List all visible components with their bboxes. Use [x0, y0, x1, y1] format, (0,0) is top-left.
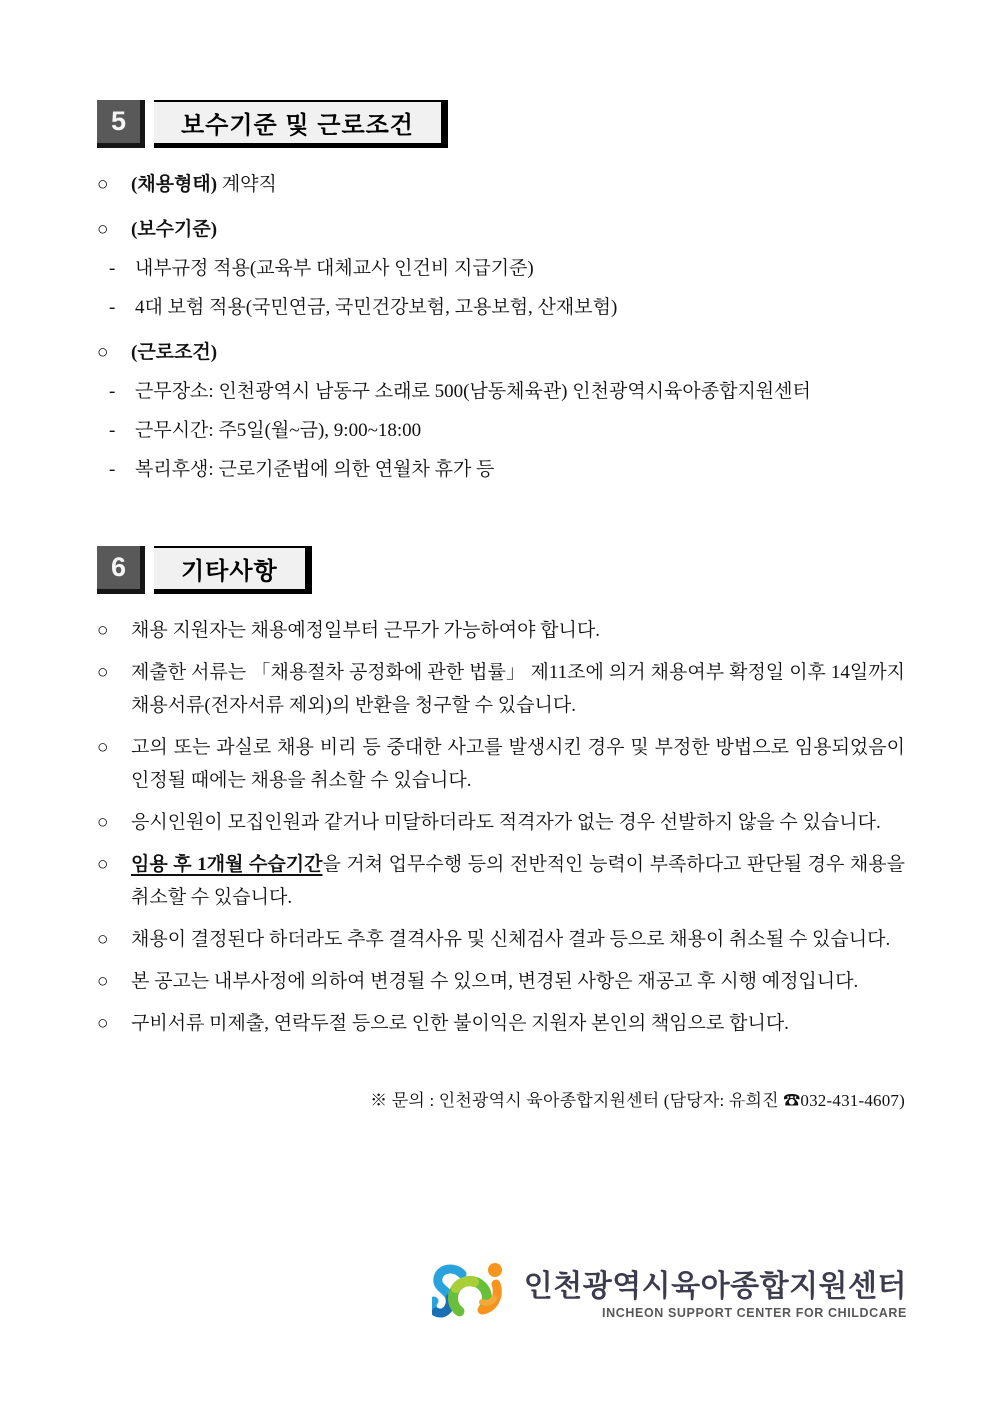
list-item — [97, 1007, 905, 1040]
list-item — [97, 731, 905, 797]
section-6-title: 기타사항 — [154, 546, 312, 594]
list-item — [97, 375, 905, 408]
item-text: 근무시간: 주5일(월~금), 9:00~18:00 — [135, 420, 422, 441]
section-6-header — [97, 546, 905, 594]
list-item — [97, 923, 905, 956]
sci-logo-icon — [432, 1258, 514, 1332]
item-label: (채용형태) — [131, 174, 218, 195]
item-emphasized-text: 임용 후 1개월 수습기간 — [131, 854, 323, 875]
contact-note: ※ 문의 : 인천광역시 육아종합지원센터 (담당자: 유희진 ☎032-431-4607) — [370, 1091, 905, 1110]
item-text: 본 공고는 내부사정에 의하여 변경될 수 있으며, 변경된 사항은 재공고 후 시행 예정입니다. — [131, 971, 859, 992]
logo-english-name: INCHEON SUPPORT CENTER FOR CHILDCARE — [602, 1306, 907, 1320]
item-text: 계약직 — [217, 174, 277, 195]
list-item — [97, 414, 905, 447]
circle-bullet-icon: ○ — [97, 342, 109, 363]
section-salary-conditions — [97, 100, 905, 486]
item-text: 채용 지원자는 채용예정일부터 근무가 가능하여야 합니다. — [131, 620, 600, 641]
circle-bullet-icon: ○ — [97, 662, 109, 683]
item-text: 제출한 서류는 「채용절차 공정화에 관한 법률」 제11조에 의거 채용여부 확정일 이후 14일까지 채용서류(전자서류 제외)의 반환을 청구할 수 있습니다. — [131, 662, 905, 716]
logo-text-block — [524, 1270, 907, 1320]
circle-bullet-icon: ○ — [97, 219, 109, 240]
section-5-header — [97, 100, 905, 148]
list-item — [97, 453, 905, 486]
circle-bullet-icon: ○ — [97, 620, 109, 641]
section-6-list — [97, 614, 905, 1040]
organization-logo — [432, 1258, 907, 1332]
circle-bullet-icon: ○ — [97, 812, 109, 833]
dash-bullet: - — [109, 420, 116, 441]
item-label: (보수기준) — [131, 219, 218, 240]
list-item — [97, 336, 905, 369]
section-other-matters — [97, 546, 905, 1040]
item-text: 근무장소: 인천광역시 남동구 소래로 500(남동체육관) 인천광역시육아종합지원센터 — [135, 381, 811, 402]
item-text: 을 거쳐 업무수행 등의 전반적인 능력이 부족하다고 판단될 경우 채용을 취소할 수 있습니다. — [131, 854, 905, 908]
item-text: 응시인원이 모집인원과 같거나 미달하더라도 적격자가 없는 경우 선발하지 않을 수 있습니다. — [131, 812, 881, 833]
list-item — [97, 213, 905, 246]
list-item — [97, 252, 905, 285]
list-item — [97, 291, 905, 324]
logo-korean-name: 인천광역시육아종합지원센터 — [523, 1270, 907, 1303]
circle-bullet-icon: ○ — [97, 854, 109, 875]
item-text: 복리후생: 근로기준법에 의한 연월차 휴가 등 — [135, 459, 495, 480]
item-text: 구비서류 미제출, 연락두절 등으로 인한 불이익은 지원자 본인의 책임으로 합니다. — [131, 1013, 789, 1034]
dash-bullet: - — [109, 459, 116, 480]
item-text: 내부규정 적용(교육부 대체교사 인건비 지급기준) — [135, 258, 534, 279]
circle-bullet-icon: ○ — [97, 971, 109, 992]
circle-bullet-icon: ○ — [97, 1013, 109, 1034]
dash-bullet: - — [109, 297, 116, 318]
list-item — [97, 168, 905, 201]
list-item — [97, 806, 905, 839]
list-item — [97, 848, 905, 914]
dash-bullet: - — [109, 381, 116, 402]
section-5-title: 보수기준 및 근로조건 — [154, 100, 448, 148]
item-label: (근로조건) — [131, 342, 218, 363]
item-text: 고의 또는 과실로 채용 비리 등 중대한 사고를 발생시킨 경우 및 부정한 방법으로 임용되었음이 인정될 때에는 채용을 취소할 수 있습니다. — [131, 737, 905, 791]
item-text: 4대 보험 적용(국민연금, 국민건강보험, 고용보험, 산재보험) — [135, 297, 618, 318]
circle-bullet-icon: ○ — [97, 737, 109, 758]
list-item — [97, 656, 905, 722]
circle-bullet-icon: ○ — [97, 929, 109, 950]
dash-bullet: - — [109, 258, 116, 279]
list-item — [97, 965, 905, 998]
circle-bullet-icon: ○ — [97, 174, 109, 195]
section-5-list — [97, 168, 905, 486]
section-6-number-badge: 6 — [97, 546, 145, 594]
document-content — [97, 100, 905, 1111]
item-text: 채용이 결정된다 하더라도 추후 결격사유 및 신체검사 결과 등으로 채용이 취소될 수 있습니다. — [131, 929, 891, 950]
section-5-number-badge: 5 — [97, 100, 145, 148]
list-item — [97, 614, 905, 647]
